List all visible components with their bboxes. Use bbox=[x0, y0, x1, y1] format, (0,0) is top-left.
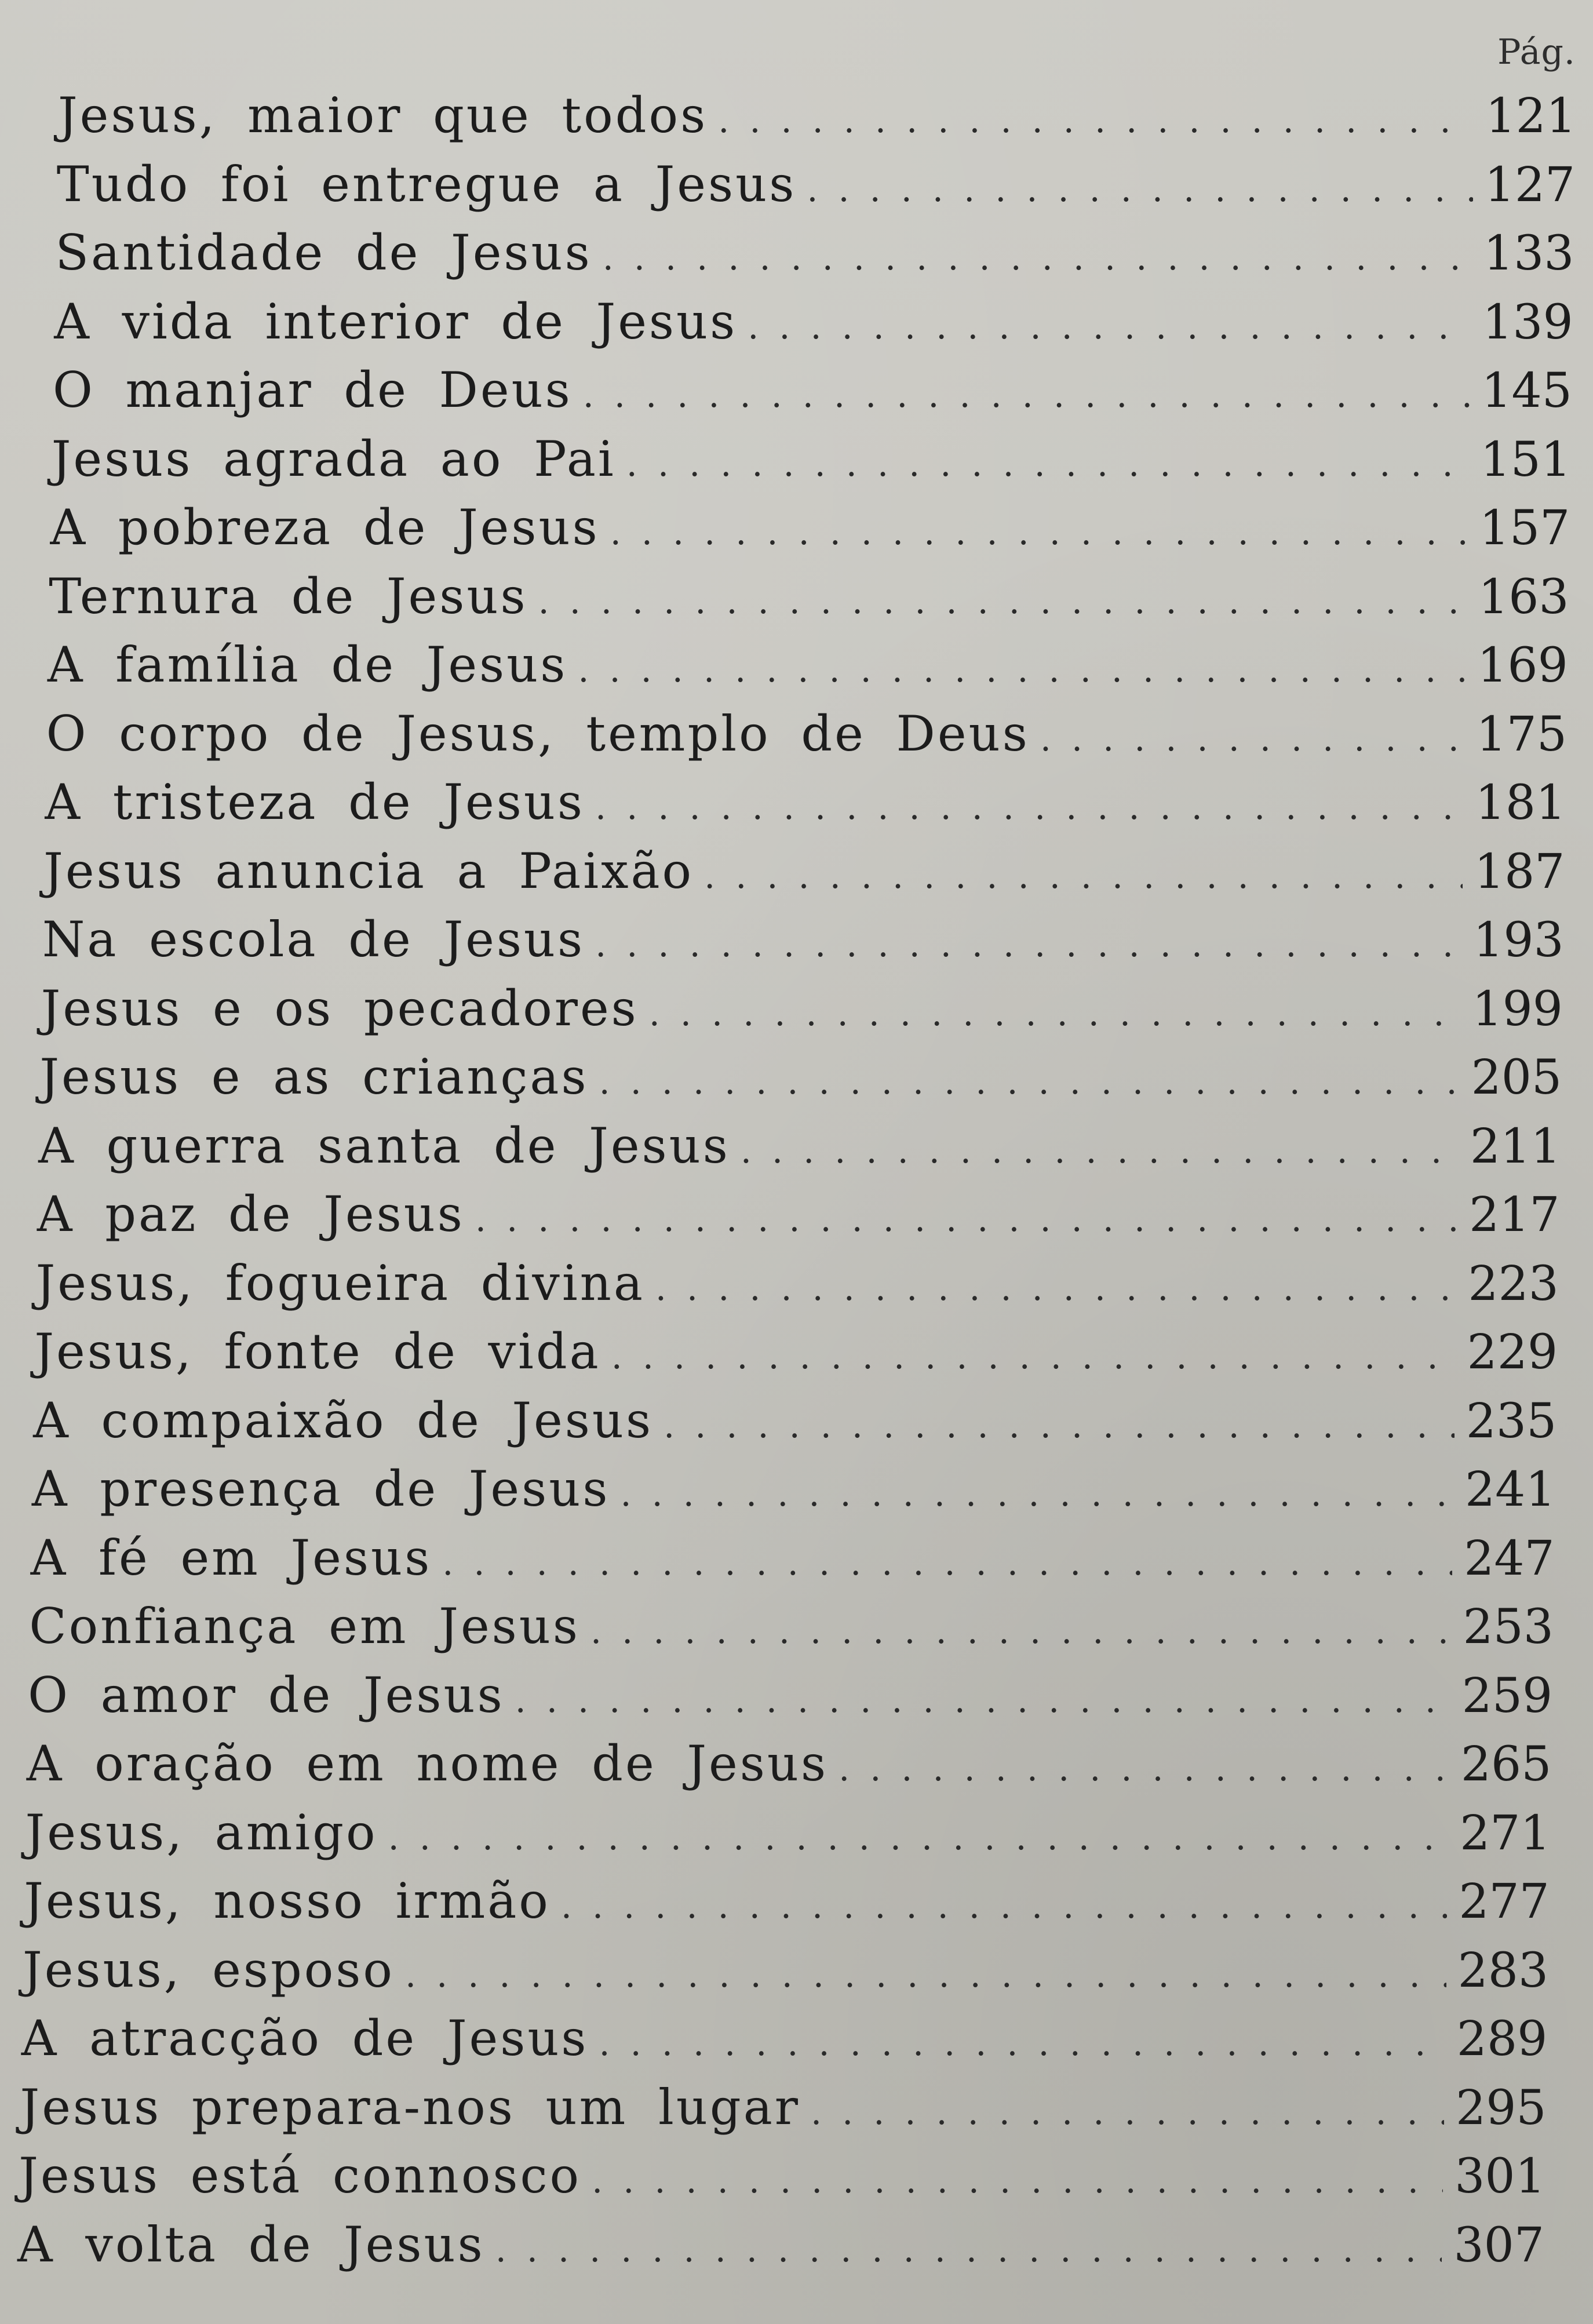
dot-leader bbox=[664, 1405, 1455, 1446]
toc-entry-title: A atracção de Jesus bbox=[21, 2010, 589, 2067]
toc-entry-title: Jesus, fogueira divina bbox=[35, 1254, 645, 1312]
toc-entry-title: Jesus, esposo bbox=[23, 1941, 395, 1998]
dot-leader bbox=[626, 444, 1469, 485]
dot-leader bbox=[1040, 719, 1465, 759]
toc-entry-page-number: 205 bbox=[1471, 1050, 1562, 1105]
toc-entry-page-number: 175 bbox=[1476, 706, 1568, 762]
dot-leader bbox=[595, 924, 1461, 965]
toc-entry-page-number: 277 bbox=[1459, 1874, 1550, 1929]
toc-entry-title: A tristeza de Jesus bbox=[45, 774, 585, 830]
dot-leader bbox=[590, 1611, 1451, 1652]
toc-entry-title: A paz de Jesus bbox=[37, 1186, 465, 1243]
toc-entry-title: Jesus anuncia a Paixão bbox=[43, 842, 694, 899]
dot-leader bbox=[442, 1543, 1452, 1583]
dot-leader bbox=[807, 169, 1472, 210]
dot-leader bbox=[583, 375, 1470, 416]
toc-entry-title: Santidade de Jesus bbox=[55, 224, 592, 281]
dot-leader bbox=[610, 512, 1468, 553]
toc-entry-page-number: 127 bbox=[1484, 157, 1576, 213]
toc-entry-title: O manjar de Deus bbox=[52, 362, 573, 418]
toc-entry bbox=[19, 2147, 1545, 2217]
dot-leader bbox=[704, 856, 1463, 897]
toc-entry-title: O amor de Jesus bbox=[28, 1666, 505, 1724]
toc-entry bbox=[23, 1941, 1548, 2011]
dot-leader bbox=[655, 1268, 1456, 1309]
toc-entry bbox=[45, 774, 1566, 843]
toc-entry bbox=[53, 362, 1572, 431]
toc-entry bbox=[55, 224, 1574, 294]
toc-entry bbox=[39, 1048, 1562, 1118]
toc-entry-title: Tudo foi entregue a Jesus bbox=[56, 155, 797, 213]
dot-leader bbox=[475, 1199, 1457, 1240]
toc-entry-title: Ternura de Jesus bbox=[49, 567, 528, 625]
toc-entry bbox=[37, 1186, 1560, 1255]
dot-leader bbox=[405, 1955, 1446, 1995]
dot-leader bbox=[515, 1680, 1450, 1721]
page-column-header: Pág. bbox=[1497, 32, 1576, 72]
dot-leader bbox=[603, 238, 1472, 278]
toc-entry bbox=[57, 156, 1575, 225]
toc-entry bbox=[33, 1392, 1556, 1462]
dot-leader bbox=[718, 100, 1474, 141]
toc-entry bbox=[50, 499, 1570, 569]
toc-entry bbox=[43, 843, 1565, 912]
toc-entry-page-number: 145 bbox=[1481, 363, 1572, 418]
toc-entry-title: Jesus agrada ao Pai bbox=[51, 430, 616, 487]
toc-entry-page-number: 253 bbox=[1463, 1600, 1554, 1655]
toc-entry bbox=[38, 1117, 1561, 1187]
dot-leader bbox=[561, 1886, 1447, 1926]
toc-entry-page-number: 295 bbox=[1456, 2080, 1547, 2136]
toc-entry bbox=[58, 87, 1576, 156]
toc-entry-page-number: 151 bbox=[1480, 432, 1572, 487]
toc-entry-page-number: 217 bbox=[1469, 1188, 1560, 1243]
dot-leader bbox=[620, 1474, 1453, 1514]
toc-entry-page-number: 157 bbox=[1479, 501, 1570, 556]
toc-entry bbox=[34, 1323, 1558, 1393]
toc-entry-title: Jesus, maior que todos bbox=[58, 87, 708, 144]
toc-entry-page-number: 163 bbox=[1478, 569, 1569, 625]
toc-entry-page-number: 169 bbox=[1477, 638, 1568, 693]
dot-leader bbox=[595, 787, 1464, 828]
toc-entry-title: Jesus, amigo bbox=[25, 1804, 378, 1861]
toc-entry-page-number: 301 bbox=[1455, 2149, 1545, 2204]
toc-entry-page-number: 133 bbox=[1483, 226, 1574, 281]
toc-entry-page-number: 259 bbox=[1461, 1668, 1553, 1724]
toc-entry-title: A presença de Jesus bbox=[31, 1460, 610, 1517]
toc-entry-page-number: 139 bbox=[1482, 294, 1573, 350]
toc-entry-title: A compaixão de Jesus bbox=[33, 1392, 654, 1449]
dot-leader bbox=[741, 1131, 1459, 1171]
toc-entry bbox=[52, 431, 1571, 500]
toc-entry bbox=[24, 1873, 1550, 1942]
toc-entry-page-number: 121 bbox=[1485, 89, 1576, 144]
toc-entry bbox=[20, 2079, 1547, 2148]
toc-entry bbox=[49, 568, 1569, 638]
toc-entry-title: Jesus está connosco bbox=[19, 2147, 582, 2204]
toc-entry bbox=[29, 1598, 1554, 1667]
toc-entry-page-number: 223 bbox=[1468, 1256, 1559, 1312]
toc-entry bbox=[41, 980, 1563, 1050]
dot-leader bbox=[495, 2230, 1442, 2270]
toc-entry-page-number: 307 bbox=[1453, 2217, 1544, 2273]
toc-entry-page-number: 187 bbox=[1474, 844, 1565, 899]
toc-entry-title: O corpo de Jesus, templo de Deus bbox=[46, 705, 1030, 762]
toc-entry-page-number: 265 bbox=[1460, 1737, 1552, 1792]
toc-entry-title: A guerra santa de Jesus bbox=[38, 1117, 730, 1174]
dot-leader bbox=[592, 2161, 1443, 2201]
toc-entry-title: A fé em Jesus bbox=[30, 1529, 432, 1586]
toc-entry-page-number: 247 bbox=[1464, 1531, 1555, 1586]
toc-entry-title: Jesus, fonte de vida bbox=[34, 1323, 601, 1380]
toc-entry-page-number: 229 bbox=[1467, 1325, 1558, 1380]
dot-leader bbox=[388, 1817, 1449, 1858]
dot-leader bbox=[811, 2092, 1444, 2133]
toc-entry bbox=[31, 1529, 1555, 1599]
toc-entry-page-number: 235 bbox=[1466, 1393, 1557, 1449]
toc-entry bbox=[17, 2216, 1544, 2286]
dot-leader bbox=[599, 1062, 1460, 1102]
toc-entry bbox=[32, 1460, 1556, 1530]
toc-entry-page-number: 211 bbox=[1470, 1119, 1561, 1174]
toc-entry-title: Jesus e os pecadores bbox=[41, 979, 639, 1037]
toc-entry bbox=[42, 911, 1564, 981]
toc-entry-title: A pobreza de Jesus bbox=[50, 499, 600, 556]
toc-entry-page-number: 271 bbox=[1460, 1805, 1551, 1861]
toc-entry-title: A vida interior de Jesus bbox=[54, 293, 738, 350]
dot-leader bbox=[649, 993, 1461, 1034]
toc-entry bbox=[21, 2010, 1548, 2079]
dot-leader bbox=[599, 2023, 1445, 2064]
dot-leader bbox=[538, 581, 1467, 622]
toc-entry-title: Na escola de Jesus bbox=[42, 911, 585, 968]
dot-leader bbox=[611, 1336, 1456, 1377]
toc-entry-page-number: 283 bbox=[1457, 1943, 1549, 1998]
toc-entry bbox=[46, 705, 1567, 775]
toc-entry-title: A família de Jesus bbox=[47, 636, 568, 693]
toc-entry bbox=[36, 1255, 1559, 1324]
toc-entry bbox=[54, 293, 1573, 363]
toc-entry-title: A volta de Jesus bbox=[17, 2216, 485, 2273]
toc-entry bbox=[25, 1804, 1551, 1874]
toc-entry bbox=[28, 1667, 1552, 1736]
dot-leader bbox=[748, 307, 1471, 347]
toc-entry-page-number: 181 bbox=[1475, 775, 1566, 830]
toc-entry-title: Jesus prepara-nos um lugar bbox=[20, 2078, 800, 2136]
toc-entry-title: Confiança em Jesus bbox=[29, 1598, 580, 1655]
dot-leader bbox=[578, 650, 1466, 690]
toc-entry-page-number: 199 bbox=[1472, 981, 1563, 1037]
toc-entry bbox=[48, 636, 1568, 706]
toc-entry-title: A oração em nome de Jesus bbox=[26, 1735, 829, 1792]
toc-entry-title: Jesus, nosso irmão bbox=[24, 1873, 551, 1929]
toc-entry-page-number: 193 bbox=[1473, 913, 1564, 968]
toc-entry-page-number: 289 bbox=[1456, 2012, 1548, 2067]
toc-entry-title: Jesus e as crianças bbox=[39, 1048, 589, 1105]
toc-entry bbox=[27, 1735, 1552, 1805]
dot-leader bbox=[839, 1749, 1449, 1789]
toc-entry-page-number: 241 bbox=[1464, 1462, 1556, 1517]
